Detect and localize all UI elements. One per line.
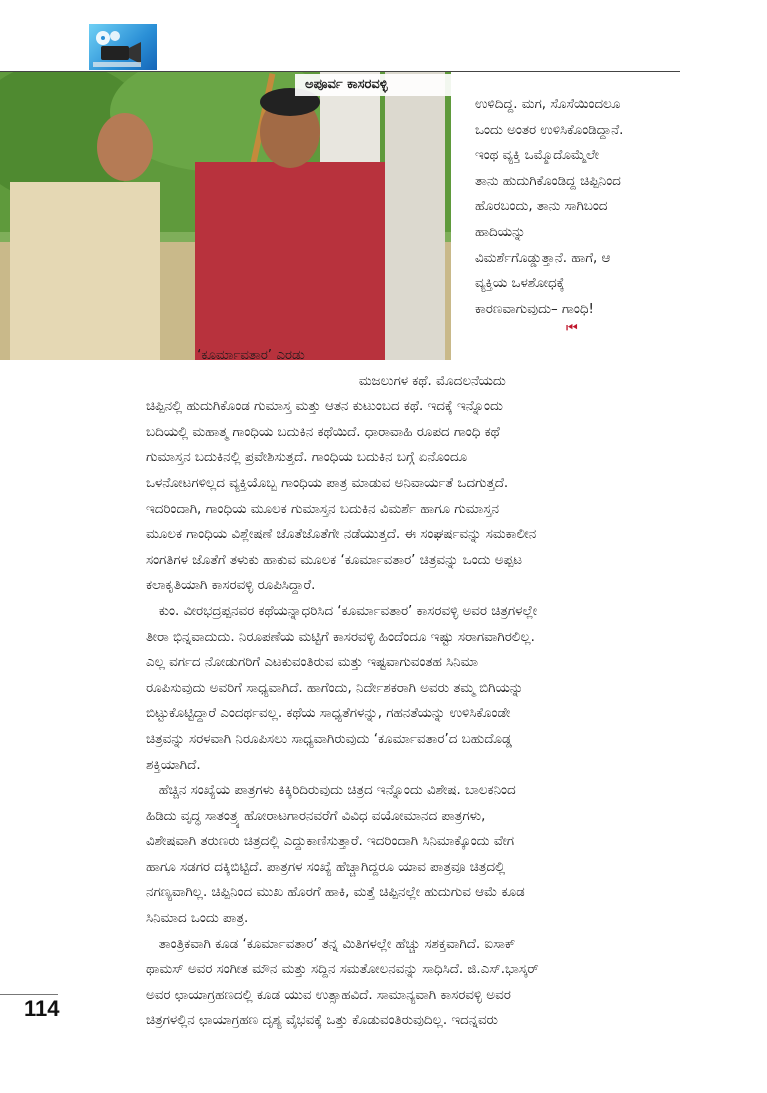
body-text-line: ಚಿಪ್ಪಿನಲ್ಲಿ ಹುದುಗಿಕೊಂಡ ಗುಮಾಸ್ತ ಮತ್ತು ಆತನ ಕುಟುಂಬದ ಕಥೆ. ಇದಕ್ಕೆ ಇನ್ನೊಂದು xyxy=(146,399,503,415)
body-text-line: ಥಾಮಸ್ ಅವರ ಸಂಗೀತ ಮೌನ ಮತ್ತು ಸದ್ದಿನ ಸಮತೋಲನವನ್ನು ಸಾಧಿಸಿದೆ. ಜಿ.ಎಸ್.ಭಾಸ್ಕರ್ xyxy=(146,962,539,978)
right-column-line: ಇಂಥ ವ್ಯಕ್ತಿ ಒಮ್ಮೊದೊಮ್ಮೆಲೇ xyxy=(475,148,600,164)
body-text-line: ಮೂಲಕ ಗಾಂಧಿಯ ವಿಶ್ಲೇಷಣೆ ಜೊತೆಜೊತೆಗೇ ನಡೆಯುತ್ತದೆ. ಈ ಸಂಘರ್ಷವನ್ನು ಸಮಕಾಲೀನ xyxy=(146,527,537,543)
right-column-line: ಹೊರಬಂದು, ತಾನು ಸಾಗಿಬಂದ xyxy=(475,199,608,215)
page-number-rule xyxy=(0,994,58,995)
right-column-line: ತಾನು ಹುದುಗಿಕೊಂಡಿದ್ದ ಚಿಪ್ಪಿನಿಂದ xyxy=(475,173,621,189)
right-column-line: ಕಾರಣವಾಗುವುದು– ಗಾಂಧಿ! xyxy=(475,301,594,317)
section-end-icon: ⏮ xyxy=(566,321,578,336)
right-column-line: ವ್ಯಕ್ತಿಯ ಒಳಶೋಧಕ್ಕೆ xyxy=(475,276,565,292)
right-column-line: ಹಾದಿಯನ್ನು xyxy=(475,224,526,240)
body-text-line: ಸಂಗತಿಗಳ ಜೊತೆಗೆ ತಳುಕು ಹಾಕುವ ಮೂಲಕ ‘ಕೂರ್ಮಾವತಾರ’ ಚಿತ್ರವನ್ನು ಒಂದು ಅಪ್ಪಟ xyxy=(146,552,522,568)
body-text-line: ಬಿಟ್ಟುಕೊಟ್ಟಿದ್ದಾರೆ ಎಂದರ್ಥವಲ್ಲ. ಕಥೆಯ ಸಾಧ್ಯತೆಗಳನ್ನು, ಗಹನತೆಯನ್ನು ಉಳಿಸಿಕೊಂಡೇ xyxy=(146,706,511,722)
body-text-line: ಚಿತ್ರಗಳಲ್ಲಿನ ಛಾಯಾಗ್ರಹಣ ದೃಶ್ಯ ವೈಭವಕ್ಕೆ ಒತ್ತು ಕೊಡುವಂತಿರುವುದಿಲ್ಲ. ಇದನ್ನವರು xyxy=(146,1013,498,1029)
body-text-line: ಶಕ್ತಿಯಾಗಿದೆ. xyxy=(146,757,201,773)
body-text-line: ಒಳನೋಟಗಳಿಲ್ಲದ ವ್ಯಕ್ತಿಯೊಬ್ಬ ಗಾಂಧಿಯ ಪಾತ್ರ ಮಾಡುವ ಅನಿವಾರ್ಯತೆ ಒದಗುತ್ತದೆ. xyxy=(146,475,509,491)
right-column-line: ಒಂದು ಅಂತರ ಉಳಿಸಿಕೊಂಡಿದ್ದಾನೆ. xyxy=(475,122,624,138)
body-text-line: ಬದಿಯಲ್ಲಿ ಮಹಾತ್ಮ ಗಾಂಧಿಯ ಬದುಕಿನ ಕಥೆಯಿದೆ. ಧಾರಾವಾಹಿ ರೂಪದ ಗಾಂಧಿ ಕಥೆ xyxy=(146,424,500,440)
body-text-line: ಗುಮಾಸ್ತನ ಬದುಕಿನಲ್ಲಿ ಪ್ರವೇಶಿಸುತ್ತದೆ. ಗಾಂಧಿಯ ಬದುಕಿನ ಬಗ್ಗೆ ಏನೊಂದೂ xyxy=(146,450,468,466)
body-text-line: ತಾಂತ್ರಿಕವಾಗಿ ಕೂಡ ‘ಕೂರ್ಮಾವತಾರ’ ತನ್ನ ಮಿತಿಗಳಲ್ಲೇ ಹೆಚ್ಚು ಸಶಕ್ತವಾಗಿದೆ. ಐಸಾಕ್ xyxy=(146,936,516,952)
body-text-line: ಅವರ ಛಾಯಾಗ್ರಹಣದಲ್ಲಿ ಕೂಡ ಯುವ ಉತ್ಸಾಹವಿದೆ. ಸಾಮಾನ್ಯವಾಗಿ ಕಾಸರವಳ್ಳಿ ಅವರ xyxy=(146,987,511,1003)
body-text-line: ಕಲಾಕೃತಿಯಾಗಿ ಕಾಸರವಳ್ಳಿ ರೂಪಿಸಿದ್ದಾರೆ. xyxy=(146,578,316,594)
right-column-line: ಉಳಿದಿದ್ದ. ಮಗ, ಸೊಸೆಯಿಂದಲೂ xyxy=(475,97,621,112)
body-text-line: ತೀರಾ ಭಿನ್ನವಾದುದು. ನಿರೂಪಣೆಯ ಮಟ್ಟಿಗೆ ಕಾಸರವಳ್ಳಿ ಹಿಂದೆಂದೂ ಇಷ್ಟು ಸರಾಗವಾಗಿರಲಿಲ್ಲ. xyxy=(146,629,535,645)
body-text-line: ರೂಪಿಸುವುದು ಅವರಿಗೆ ಸಾಧ್ಯವಾಗಿದೆ. ಹಾಗೆಂದು, ನಿರ್ದೇಶಕರಾಗಿ ಅವರು ತಮ್ಮ ಬಿಗಿಯನ್ನು xyxy=(146,680,524,696)
body-text-line: ಚಿತ್ರವನ್ನು ಸರಳವಾಗಿ ನಿರೂಪಿಸಲು ಸಾಧ್ಯವಾಗಿರುವುದು ‘ಕೂರ್ಮಾವತಾರ’ದ ಬಹುದೊಡ್ಡ xyxy=(146,731,513,747)
body-text-line: ಹೆಚ್ಚಿನ ಸಂಖ್ಯೆಯ ಪಾತ್ರಗಳು ಕಿಕ್ಕಿರಿದಿರುವುದು ಚಿತ್ರದ ಇನ್ನೊಂದು ವಿಶೇಷ. ಬಾಲಕನಿಂದ xyxy=(146,783,516,799)
body-text-line: ಮಜಲುಗಳ ಕಥೆ. ಮೊದಲನೆಯದು xyxy=(146,373,506,389)
right-column-text xyxy=(475,92,685,322)
film-reel-camera-icon xyxy=(89,24,157,70)
body-text-line: ಕುಂ. ವೀರಭದ್ರಪ್ಪನವರ ಕಥೆಯನ್ನಾಧರಿಸಿದ ‘ಕೂರ್ಮಾವತಾರ’ ಕಾಸರವಳ್ಳಿ ಅವರ ಚಿತ್ರಗಳಲ್ಲೇ xyxy=(146,603,538,619)
body-text-line: ಎಲ್ಲ ವರ್ಗದ ನೋಡುಗರಿಗೆ ಎಟಕುವಂತಿರುವ ಮತ್ತು ಇಷ್ಟವಾಗುವಂತಹ ಸಿನಿಮಾ xyxy=(146,655,479,671)
right-column-line: ವಿಮರ್ಶೆಗೊಡ್ಡುತ್ತಾನೆ. ಹಾಗೆ, ಆ xyxy=(475,250,611,266)
page-number: 114 xyxy=(24,996,60,1021)
body-text-line: ಹಾಗೂ ಸಡಗರ ದಕ್ಕಿಬಿಟ್ಟಿದೆ. ಪಾತ್ರಗಳ ಸಂಖ್ಯೆ ಹೆಚ್ಚಾಗಿದ್ದರೂ ಯಾವ ಪಾತ್ರವೂ ಚಿತ್ರದಲ್ಲಿ xyxy=(146,859,506,875)
body-text-line: ‘ಕೂರ್ಮಾವತಾರ’ ಎರಡು xyxy=(146,348,305,363)
photo-caption: ಅಪೂರ್ವ ಕಾಸರವಳ್ಳಿ xyxy=(295,74,451,96)
body-text-line: ಸಿನಿಮಾದ ಒಂದು ಪಾತ್ರ. xyxy=(146,911,249,927)
article-photo xyxy=(0,72,451,360)
main-article-text xyxy=(146,343,686,1034)
body-text-line: ನಗಣ್ಯವಾಗಿಲ್ಲ. ಚಿಪ್ಪಿನಿಂದ ಮುಖ ಹೊರಗೆ ಹಾಕಿ, ಮತ್ತೆ ಚಿಪ್ಪಿನಲ್ಲೇ ಹುದುಗುವ ಆಮೆ ಕೂಡ xyxy=(146,885,525,901)
body-text-line: ವಿಶೇಷವಾಗಿ ತರುಣರು ಚಿತ್ರದಲ್ಲಿ ಎದ್ದುಕಾಣಿಸುತ್ತಾರೆ. ಇದರಿಂದಾಗಿ ಸಿನಿಮಾಕ್ಕೊಂದು ವೇಗ xyxy=(146,834,515,850)
body-text-line: ಹಿಡಿದು ವೃದ್ಧ ಸಾತಂತ್ರ್ಯ ಹೋರಾಟಗಾರನವರೆಗೆ ವಿವಿಧ ವಯೋಮಾನದ ಪಾತ್ರಗಳು, xyxy=(146,808,486,824)
film-camera-logo xyxy=(89,24,157,70)
body-text-line: ಇದರಿಂದಾಗಿ, ಗಾಂಧಿಯ ಮೂಲಕ ಗುಮಾಸ್ತನ ಬದುಕಿನ ವಿಮರ್ಶೆ ಹಾಗೂ ಗುಮಾಸ್ತನ xyxy=(146,501,499,517)
